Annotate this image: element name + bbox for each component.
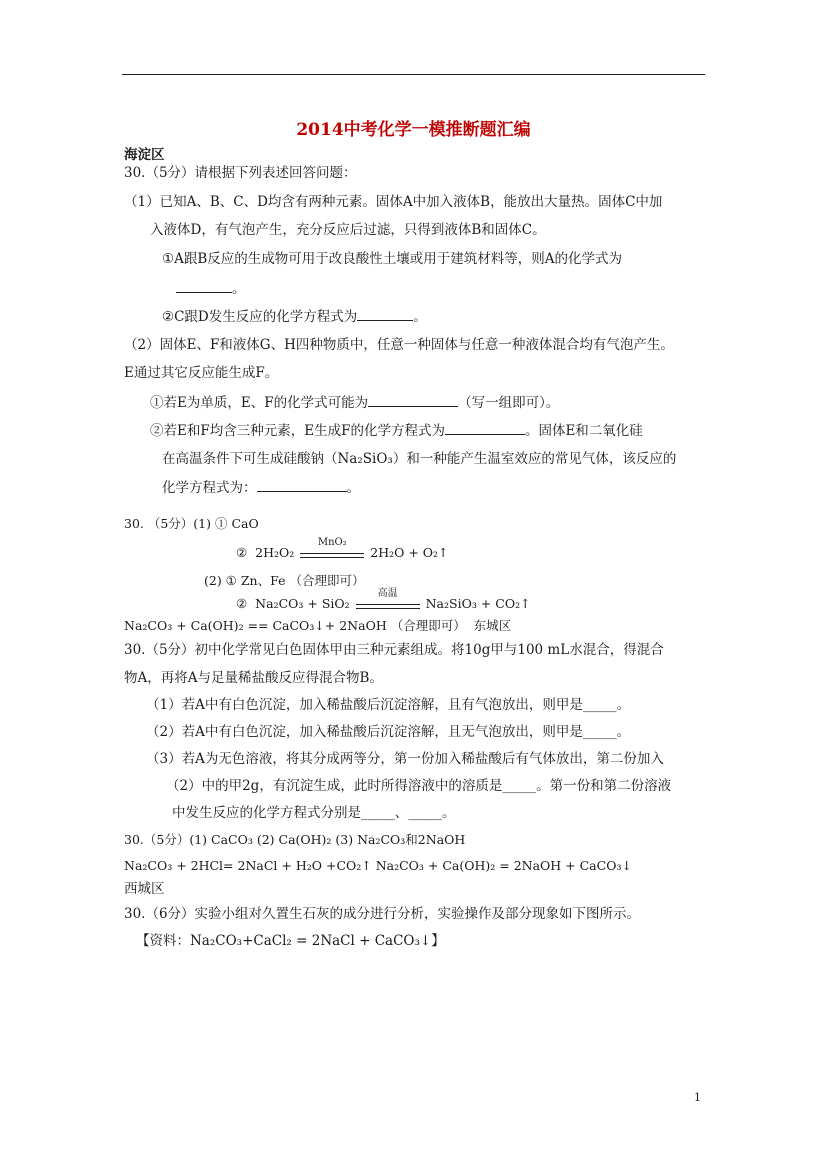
q-part1-sub1-blank: 。 — [176, 279, 246, 298]
page-number: 1 — [694, 1091, 701, 1104]
q-part1-line2: 入液体D，有气泡产生，充分反应后过滤，只得到液体B和固体C。 — [150, 222, 546, 238]
answer-blank — [368, 393, 458, 407]
q-part2-line1: （2）固体E、F和液体G、H四种物质中，任意一种固体与任意一种液体混合均有气泡产生。 — [124, 337, 674, 353]
dongcheng-q3-line3: 中发生反应的化学方程式分别是_____、_____。 — [172, 805, 456, 821]
answer-blank — [257, 478, 347, 492]
answer-line-3: (2) ① Zn、Fe （合理即可） — [204, 573, 365, 588]
question-30-dongcheng-line2: 物A，再将A与足量稀盐酸反应得混合物B。 — [124, 670, 383, 686]
reaction-sign: MnO₂ — [300, 547, 364, 561]
q-part2-sub1: ①若E为单质，E、F的化学式可能为 （写一组即可）。 — [150, 395, 560, 411]
answer-blank — [357, 307, 413, 321]
question-30-dongcheng: 30.（5分）初中化学常见白色固体甲由三种元素组成。将10g甲与100 mL水混合，得混合 — [124, 642, 664, 658]
page-title: 2014中考化学一模推断题汇编 — [296, 120, 531, 140]
reaction-sign: 高温 — [356, 598, 420, 612]
q-part2-sub2-line2: 在高温条件下可生成硅酸钠（Na₂SiO₃）和一种能产生温室效应的常见气体，该反应的 — [162, 451, 677, 467]
q-part1-line1: （1）已知A、B、C、D均含有两种元素。固体A中加入液体B，能放出大量热。固体C中加 — [124, 194, 663, 210]
dongcheng-q3-line2: （2）中的甲2g，有沉淀生成，此时所得溶液中的溶质是_____。第一份和第二份溶液 — [166, 778, 672, 794]
header-rule — [122, 74, 705, 75]
q-part1-sub2: ②C跟D发生反应的化学方程式为 。 — [162, 309, 427, 325]
answer-blank — [445, 421, 525, 435]
answer-line-5: Na₂CO₃ + Ca(OH)₂ == CaCO₃↓+ 2NaOH （合理即可） 东城区 — [124, 618, 512, 633]
dongcheng-answer-1: 30.（5分）(1) CaCO₃ (2) Ca(OH)₂ (3) Na₂CO₃和2NaOH — [124, 832, 466, 847]
question-30-haidian: 30.（5分）请根据下列表述回答问题： — [124, 165, 357, 181]
dongcheng-answer-2: Na₂CO₃ + 2HCl= 2NaCl + H₂O +CO₂↑ Na₂CO₃ + Ca(OH)₂ = 2NaOH + CaCO₃↓ — [124, 858, 632, 873]
dongcheng-q3-line1: （3）若A为无色溶液，将其分成两等分，第一份加入稀盐酸后有气体放出，第二份加入 — [146, 751, 664, 767]
q-part2-sub2: ②若E和F均含三种元素，E生成F的化学方程式为 。固体E和二氧化硅 — [150, 423, 643, 439]
answer-blank — [176, 279, 232, 293]
q-part2-sub2-line3: 化学方程式为： 。 — [162, 480, 360, 496]
q-part1-sub1: ①A跟B反应的生成物可用于改良酸性土壤或用于建筑材料等，则A的化学式为 — [162, 251, 623, 267]
answer-equation-1: ② 2H₂O₂ MnO₂ 2H₂O + O₂↑ — [236, 536, 449, 560]
answer-line-1: 30. （5分）(1) ① CaO — [124, 516, 259, 531]
district-dongcheng: 东城区 — [473, 618, 512, 633]
district-haidian: 海淀区 — [124, 147, 165, 163]
xicheng-info: 【资料：Na₂CO₃+CaCl₂ = 2NaCl + CaCO₃↓】 — [136, 933, 445, 949]
answer-equation-2: ② Na₂CO₃ + SiO₂ 高温 Na₂SiO₃ + CO₂↑ — [236, 587, 531, 611]
question-30-xicheng: 30.（6分）实验小组对久置生石灰的成分进行分析，实验操作及部分现象如下图所示。 — [124, 906, 641, 922]
dongcheng-q1: （1）若A中有白色沉淀，加入稀盐酸后沉淀溶解，且有气泡放出，则甲是_____。 — [146, 697, 631, 713]
district-xicheng: 西城区 — [124, 881, 165, 897]
dongcheng-q2: （2）若A中有白色沉淀，加入稀盐酸后沉淀溶解，且无气泡放出，则甲是_____。 — [146, 724, 631, 740]
q-part2-line2: E通过其它反应能生成F。 — [124, 365, 279, 381]
